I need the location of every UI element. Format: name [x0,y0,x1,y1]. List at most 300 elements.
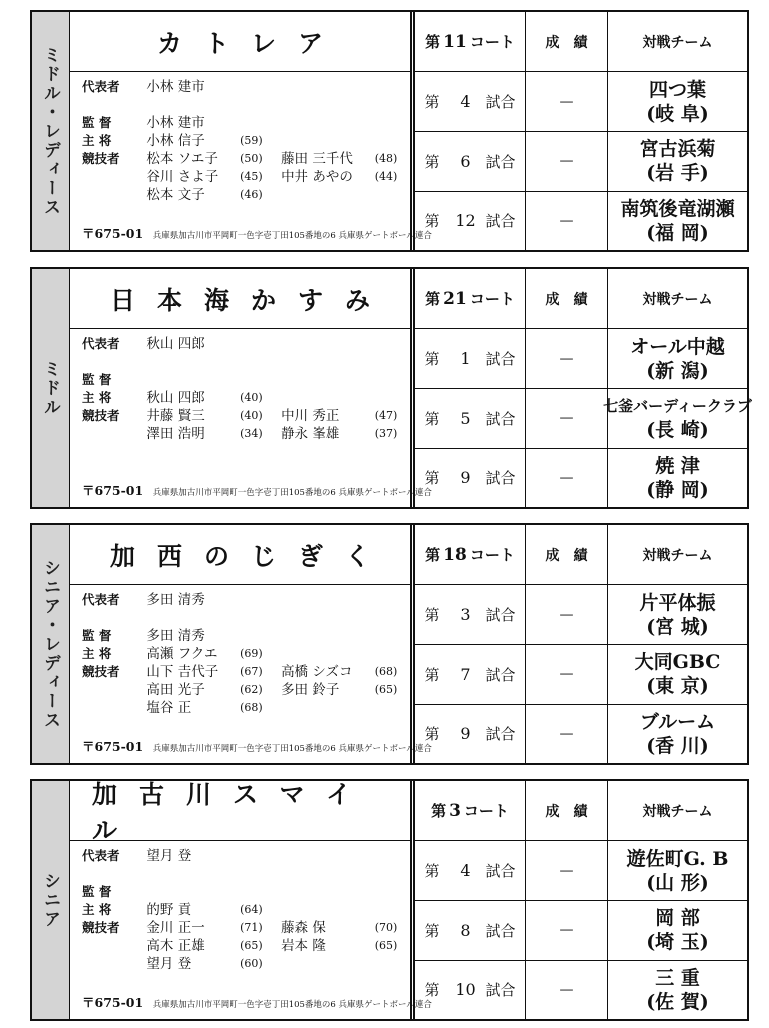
member-age [375,371,404,389]
member-name [146,371,240,389]
court-number: 第 18 コート [425,544,515,565]
opponent-prefecture: (岐 阜) [646,102,709,125]
member-name: 小林 建市 [146,79,205,95]
postal-code: 〒675-01 [82,483,144,498]
opponent-header: 対戦チーム [607,781,747,840]
member-row [82,645,404,663]
member-list [82,78,404,204]
member-age [240,627,281,645]
team-address [82,737,432,755]
member-name: 高田 光子 [146,682,205,698]
member-row [82,591,404,609]
opponent-name: 遊佐町G. B [626,847,729,870]
result-header: 成績 [525,525,607,584]
member-age [375,443,404,461]
member-age [375,591,404,609]
member-name [281,132,375,150]
opponent-name: 大同GBC [634,651,721,674]
member-role [82,681,146,699]
result-header: 成績 [525,269,607,328]
match-number: 第 4 試合 [424,92,516,112]
member-name [146,443,240,461]
member-role [82,865,146,883]
member-age: (65) [374,939,398,952]
category-column [32,269,70,507]
match-rows [415,72,747,250]
opponent-cell [603,389,752,447]
member-age: (69) [240,647,263,660]
member-age: (65) [240,939,263,952]
member-name: 小林 信子 [146,133,205,149]
member-age [240,883,281,901]
team-info [70,525,432,763]
member-age [375,955,404,973]
member-age [375,186,404,204]
match-number: 第 6 試合 [424,151,516,171]
member-age: (45) [240,170,263,183]
team-name: 日本海かすみ [70,269,410,329]
member-name [281,353,375,371]
opponent-prefecture: (福 岡) [646,221,709,244]
category-label: シニア・レディース [40,558,60,730]
member-role: 代表者 [82,848,120,863]
category-label: ミドル・レディース [40,45,60,217]
match-result: — [525,192,607,250]
opponent-cell [607,192,747,250]
opponent-name: 宮古浜菊 [639,138,716,161]
member-name [146,353,240,371]
member-age: (68) [374,665,398,678]
member-name: 岩本 隆 [281,938,326,954]
schedule-table [410,12,747,250]
member-row [82,865,404,883]
team-address [82,481,432,499]
member-name: 塩谷 正 [146,700,192,716]
match-row [415,448,747,507]
result-header: 成績 [525,781,607,840]
match-row [415,131,747,190]
member-age [240,371,281,389]
member-name [281,699,375,717]
member-row [82,663,404,681]
member-name [281,443,375,461]
opponent-name: 片平体振 [639,591,716,614]
member-age [240,443,281,461]
opponent-name: 南筑後竜湖瀬 [620,197,735,220]
postal-code: 〒675-01 [82,995,144,1010]
member-name: 中川 秀正 [281,408,340,424]
member-name: 秋山 四郎 [146,390,205,406]
member-list [82,591,404,717]
member-age: (46) [240,188,263,201]
match-number: 第 8 試合 [424,920,516,940]
member-row [82,937,404,955]
match-row [415,191,747,250]
member-age [375,132,404,150]
opponent-prefecture: (佐 賀) [646,990,709,1013]
member-role: 監 督 [82,884,112,899]
member-age [240,96,281,114]
opponent-prefecture: (岩 手) [646,162,709,185]
schedule-header [415,12,747,72]
opponent-prefecture: (山 形) [646,871,709,894]
member-name: 高木 正雄 [146,938,205,954]
member-age [375,645,404,663]
member-name [281,591,375,609]
match-result: — [525,961,607,1019]
member-age: (60) [240,957,263,970]
member-age [375,901,404,919]
address-text: 兵庫県加古川市平岡町一色字壱丁田105番地の6 兵庫県ゲートボール連合 [152,488,432,498]
member-name [281,114,375,132]
category-label: ミドル [40,359,60,417]
member-name [281,955,375,973]
member-name: 松本 文子 [146,187,205,203]
member-role: 監 督 [82,628,112,643]
member-name [281,883,375,901]
opponent-header: 対戦チーム [607,269,747,328]
team-info [70,779,432,1019]
member-name: 高瀬 フクエ [146,646,218,662]
member-role: 代表者 [82,79,120,94]
team-address [82,993,432,1011]
opponent-cell [607,449,747,507]
member-name: 松本 ソエ子 [146,151,218,167]
member-role: 代表者 [82,592,120,607]
match-number: 第 9 試合 [424,724,516,744]
match-number: 第 3 試合 [424,605,516,625]
member-name: 的野 貢 [146,902,192,918]
member-row [82,407,404,425]
member-name: 山下 𠮷代子 [146,664,219,680]
member-row [82,443,404,461]
opponent-cell [607,705,747,763]
team-info [70,269,432,507]
match-row [415,388,752,447]
member-age [240,78,281,96]
court-number: 第 21 コート [425,288,515,309]
member-name: 多田 鈴子 [281,682,340,698]
match-result: — [525,389,607,447]
member-name: 中井 あやの [281,169,353,185]
match-number: 第 5 試合 [424,408,516,428]
member-row [82,627,404,645]
category-column [32,12,70,250]
match-result: — [525,585,607,644]
member-role [82,937,146,955]
opponent-name: オール中越 [630,335,725,358]
member-row [82,371,404,389]
opponent-header: 対戦チーム [607,525,747,584]
member-age: (47) [374,409,398,422]
match-row [415,704,747,763]
member-age: (62) [240,683,263,696]
member-age [375,699,404,717]
member-age [375,78,404,96]
match-row [415,329,747,388]
member-age [375,627,404,645]
member-name [281,96,375,114]
member-row [82,389,404,407]
match-number: 第 7 試合 [424,664,516,684]
member-list [82,335,404,461]
member-row [82,186,404,204]
match-result: — [525,841,607,900]
member-age [375,389,404,407]
member-age [375,609,404,627]
opponent-cell [607,132,747,190]
match-row [415,585,747,644]
opponent-name: 岡 部 [655,907,700,930]
member-role: 主 将 [82,133,112,148]
match-row [415,900,747,959]
match-row [415,841,747,900]
member-age: (71) [240,921,263,934]
opponent-prefecture: (長 崎) [646,419,709,442]
member-name: 多田 清秀 [146,592,205,608]
member-name [281,865,375,883]
member-row [82,919,404,937]
member-name: 藤森 保 [281,920,326,936]
member-row [82,699,404,717]
opponent-name: 三 重 [655,966,700,989]
member-age [375,865,404,883]
member-role: 主 将 [82,902,112,917]
schedule-table [410,269,752,507]
opponent-header: 対戦チーム [607,12,747,71]
member-row [82,609,404,627]
member-name [146,865,240,883]
opponent-prefecture: (新 潟) [646,359,709,382]
match-number: 第 9 試合 [424,468,516,488]
match-result: — [525,901,607,959]
opponent-prefecture: (東 京) [646,675,709,698]
match-rows [415,841,747,1019]
member-role: 主 将 [82,390,112,405]
member-role: 監 督 [82,372,112,387]
opponent-cell [607,961,747,1019]
member-role [82,168,146,186]
match-row [415,72,747,131]
team-name: 加古川スマイル [70,781,410,841]
match-rows [415,585,747,763]
member-name: 望月 登 [146,848,192,864]
match-row [415,644,747,703]
opponent-cell [607,72,747,131]
member-age: (44) [374,170,398,183]
member-row [82,114,404,132]
category-column [32,525,70,763]
opponent-name: 四つ葉 [648,78,706,101]
member-age [240,609,281,627]
member-age [375,96,404,114]
member-row [82,78,404,96]
opponent-name: ブルーム [639,710,716,733]
member-role [82,96,146,114]
member-age [240,847,281,865]
member-name [146,609,240,627]
schedule-header [415,781,747,841]
member-list [82,847,404,973]
member-role: 代表者 [82,336,120,351]
member-row [82,168,404,186]
schedule-table [410,781,747,1019]
member-age: (59) [240,134,263,147]
opponent-prefecture: (香 川) [646,734,709,757]
member-name: 望月 登 [146,956,192,972]
member-role: 監 督 [82,115,112,130]
result-header: 成績 [525,12,607,71]
member-name [281,609,375,627]
member-age [375,847,404,865]
member-age: (67) [240,665,263,678]
opponent-cell [607,585,747,644]
member-row [82,96,404,114]
team-name: カトレア [70,12,410,72]
opponent-name: 七釜バーディークラブ [603,397,752,416]
match-result: — [525,449,607,507]
member-name [281,335,375,353]
member-role: 競技者 [82,920,120,935]
opponent-prefecture: (静 岡) [646,478,709,501]
member-age [240,335,281,353]
member-role [82,443,146,461]
member-age [375,335,404,353]
member-age [375,883,404,901]
member-name: 小林 建市 [146,115,205,131]
match-number: 第 10 試合 [424,980,516,1000]
member-role [82,353,146,371]
member-name [281,645,375,663]
member-age: (64) [240,903,263,916]
postal-code: 〒675-01 [82,739,144,754]
member-age: (40) [240,391,263,404]
member-age [240,865,281,883]
member-age [240,353,281,371]
member-age: (65) [374,683,398,696]
member-role: 競技者 [82,408,120,423]
member-role: 主 将 [82,646,112,661]
team-address [82,224,432,242]
member-name [281,389,375,407]
match-result: — [525,132,607,190]
member-name: 藤田 三千代 [281,151,353,167]
match-number: 第 12 試合 [424,211,516,231]
member-name [281,186,375,204]
team-card [30,523,749,765]
court-number: 第 11 コート [425,31,515,52]
match-number: 第 4 試合 [424,861,516,881]
match-result: — [525,645,607,703]
member-row [82,353,404,371]
member-role [82,425,146,443]
member-row [82,901,404,919]
member-role: 競技者 [82,664,120,679]
address-text: 兵庫県加古川市平岡町一色字壱丁田105番地の6 兵庫県ゲートボール連合 [152,231,432,241]
member-name [281,627,375,645]
schedule-table [410,525,747,763]
member-name: 金川 正一 [146,920,205,936]
member-age: (34) [240,427,263,440]
member-name: 谷川 さよ子 [146,169,219,185]
member-name [281,847,375,865]
opponent-name: 焼 津 [655,454,700,477]
member-row [82,955,404,973]
member-role: 競技者 [82,151,120,166]
opponent-cell [607,645,747,703]
member-age [375,353,404,371]
match-result: — [525,705,607,763]
member-name: 秋山 四郎 [146,336,205,352]
member-name: 多田 清秀 [146,628,205,644]
address-text: 兵庫県加古川市平岡町一色字壱丁田105番地の6 兵庫県ゲートボール連合 [152,744,432,754]
member-age [375,114,404,132]
member-name [281,371,375,389]
member-role [82,186,146,204]
member-age [240,591,281,609]
opponent-prefecture: (埼 玉) [646,931,709,954]
member-age [240,114,281,132]
member-age: (70) [374,921,398,934]
member-age: (48) [374,152,398,165]
member-role [82,955,146,973]
member-row [82,335,404,353]
postal-code: 〒675-01 [82,226,144,241]
member-name [146,883,240,901]
team-name: 加西のじぎく [70,525,410,585]
member-name: 井藤 賢三 [146,408,205,424]
member-name: 静永 峯雄 [281,426,340,442]
member-name [281,78,375,96]
member-name: 高橋 シズコ [281,664,353,680]
match-row [415,960,747,1019]
schedule-header [415,269,747,329]
member-age: (68) [240,701,263,714]
member-row [82,132,404,150]
member-name [146,96,240,114]
member-name [281,901,375,919]
team-card [30,779,749,1021]
team-card [30,267,752,509]
opponent-cell [607,901,747,959]
court-number: 第 3 コート [431,800,509,821]
match-result: — [525,329,607,388]
member-row [82,150,404,168]
member-row [82,425,404,443]
team-card [30,10,749,252]
opponent-prefecture: (宮 城) [646,615,709,638]
member-role [82,609,146,627]
team-info [70,12,432,250]
member-age: (37) [374,427,398,440]
member-row [82,681,404,699]
member-age: (50) [240,152,263,165]
opponent-cell [607,329,747,388]
member-row [82,883,404,901]
category-column [32,781,70,1019]
member-age: (40) [240,409,263,422]
opponent-cell [607,841,747,900]
match-rows [415,329,752,507]
category-label: シニア [40,871,60,929]
schedule-header [415,525,747,585]
match-result: — [525,72,607,131]
member-role [82,699,146,717]
match-number: 第 1 試合 [424,349,516,369]
member-name: 澤田 浩明 [146,426,205,442]
member-row [82,847,404,865]
address-text: 兵庫県加古川市平岡町一色字壱丁田105番地の6 兵庫県ゲートボール連合 [152,1000,432,1010]
